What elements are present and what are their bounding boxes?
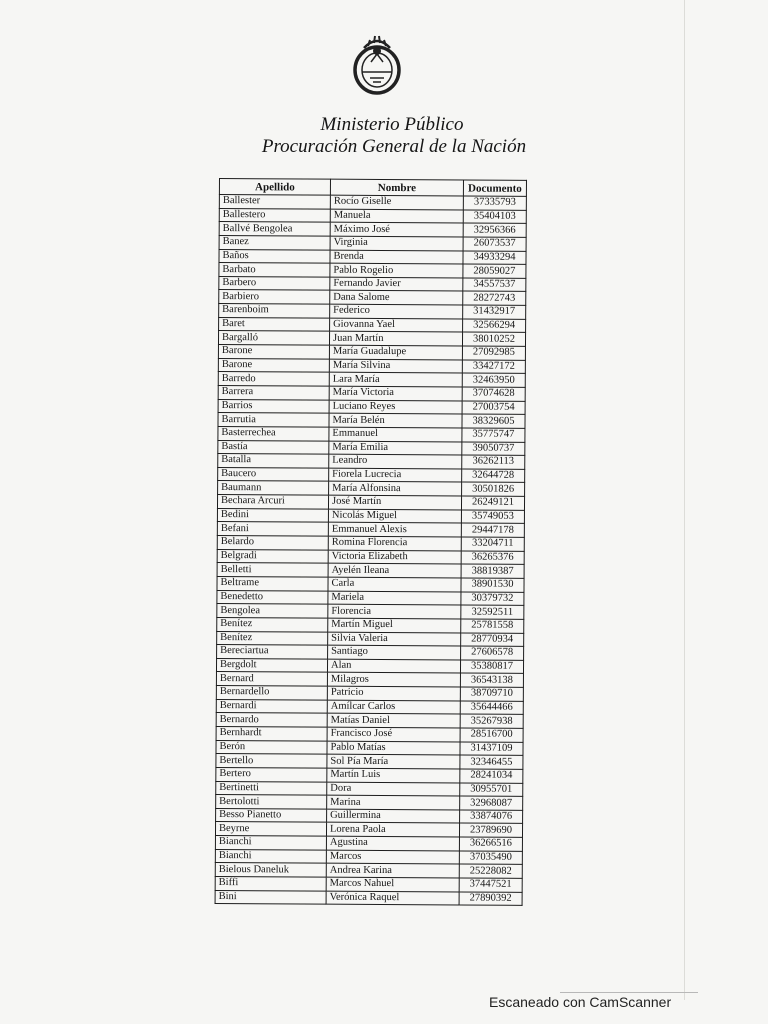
cell-apellido: Bielous Daneluk (215, 863, 326, 877)
cell-documento: 31432917 (463, 305, 526, 319)
cell-documento: 32463950 (462, 373, 525, 387)
cell-apellido: Barredo (218, 372, 329, 386)
cell-apellido: Belardo (217, 536, 328, 550)
cell-documento: 38329605 (462, 414, 525, 428)
cell-documento: 28770934 (461, 632, 524, 646)
cell-nombre: Patricio (327, 686, 460, 700)
cell-documento: 29447178 (461, 523, 524, 537)
cell-apellido: Besso Pianetto (216, 808, 327, 822)
cell-documento: 32956366 (463, 223, 526, 237)
cell-nombre: Romina Florencia (328, 536, 461, 550)
cell-documento: 39050737 (462, 442, 525, 456)
cell-nombre: José Martín (328, 495, 461, 509)
cell-apellido: Bereciartua (217, 645, 328, 659)
footer-rule (560, 992, 698, 993)
cell-nombre: Giovanna Yael (330, 318, 463, 332)
cell-nombre: Agustina (326, 836, 459, 850)
cell-apellido: Ballestero (219, 208, 330, 222)
cell-apellido: Baucero (218, 467, 329, 481)
cell-apellido: Berón (216, 740, 327, 754)
cell-documento: 35775747 (462, 428, 525, 442)
cell-apellido: Ballvé Bengolea (219, 222, 330, 236)
cell-apellido: Belgradi (217, 549, 328, 563)
cell-documento: 37035490 (459, 851, 522, 865)
cell-nombre: Federico (330, 304, 463, 318)
cell-apellido: Benítez (217, 631, 328, 645)
cell-documento: 30955701 (460, 783, 523, 797)
cell-nombre: Alan (327, 659, 460, 673)
cell-documento: 28516700 (460, 728, 523, 742)
cell-apellido: Bertero (216, 767, 327, 781)
cell-apellido: Bianchi (215, 836, 326, 850)
table-row (215, 890, 522, 906)
cell-apellido: Batalla (218, 454, 329, 468)
cell-nombre: Victoria Elizabeth (328, 550, 461, 564)
cell-apellido: Baños (219, 249, 330, 263)
cell-apellido: Baret (219, 317, 330, 331)
cell-documento: 25781558 (461, 619, 524, 633)
cell-documento: 30501826 (462, 482, 525, 496)
cell-documento: 32566294 (463, 319, 526, 333)
cell-apellido: Barone (218, 358, 329, 372)
cell-apellido: Biffi (215, 877, 326, 891)
cell-nombre: María Alfonsina (329, 482, 462, 496)
cell-apellido: Bini (215, 890, 326, 904)
cell-documento: 28272743 (463, 291, 526, 305)
cell-documento: 27003754 (462, 401, 525, 415)
cell-nombre: Pablo Matías (327, 741, 460, 755)
cell-apellido: Beltrame (217, 576, 328, 590)
scanner-watermark: Escaneado con CamScanner (489, 994, 672, 1010)
cell-nombre: Verónica Raquel (326, 891, 459, 905)
cell-nombre: Dana Salome (330, 291, 463, 305)
cell-nombre: Brenda (330, 250, 463, 264)
cell-nombre: Mariela (328, 591, 461, 605)
cell-nombre: María Emilia (329, 441, 462, 455)
column-header-nombre: Nombre (330, 179, 463, 196)
cell-nombre: Emmanuel (329, 427, 462, 441)
cell-documento: 30379732 (461, 592, 524, 606)
cell-nombre: María Belén (329, 413, 462, 427)
cell-documento: 33874076 (460, 810, 523, 824)
cell-nombre: Florencia (328, 604, 461, 618)
cell-nombre: María Silvina (329, 359, 462, 373)
cell-nombre: Guillermina (327, 809, 460, 823)
cell-apellido: Bargalló (218, 331, 329, 345)
cell-nombre: Nicolás Miguel (328, 509, 461, 523)
cell-documento: 35267938 (460, 714, 523, 728)
cell-nombre: Martín Miguel (328, 618, 461, 632)
cell-apellido: Bergdolt (216, 658, 327, 672)
cell-apellido: Barone (218, 345, 329, 359)
cell-nombre: Francisco José (327, 727, 460, 741)
cell-nombre: Rocío Giselle (330, 195, 463, 209)
cell-documento: 23789690 (459, 823, 522, 837)
cell-apellido: Befani (217, 522, 328, 536)
office-title: Procuración General de la Nación (261, 136, 527, 157)
cell-documento: 36262113 (462, 455, 525, 469)
cell-nombre: Luciano Reyes (329, 400, 462, 414)
cell-documento: 33204711 (461, 537, 524, 551)
cell-documento: 37074628 (462, 387, 525, 401)
cell-apellido: Benedetto (217, 590, 328, 604)
cell-documento: 28059027 (463, 264, 526, 278)
cell-apellido: Bernardo (216, 713, 327, 727)
cell-apellido: Bernardi (216, 699, 327, 713)
cell-documento: 31437109 (460, 742, 523, 756)
cell-documento: 27890392 (459, 892, 522, 906)
cell-apellido: Barrera (218, 385, 329, 399)
cell-nombre: Leandro (329, 454, 462, 468)
table-header-row (219, 179, 526, 197)
cell-nombre: Emmanuel Alexis (328, 523, 461, 537)
cell-nombre: Matías Daniel (327, 714, 460, 728)
cell-nombre: Fiorela Lucrecia (329, 468, 462, 482)
cell-documento: 38709710 (460, 687, 523, 701)
cell-nombre: María Guadalupe (329, 345, 462, 359)
cell-apellido: Barbiero (219, 290, 330, 304)
cell-nombre: Silvia Valeria (328, 632, 461, 646)
cell-documento: 32592511 (461, 605, 524, 619)
cell-documento: 36543138 (460, 673, 523, 687)
cell-apellido: Barrutia (218, 413, 329, 427)
cell-documento: 28241034 (460, 769, 523, 783)
cell-nombre: Sol Pía María (327, 754, 460, 768)
cell-nombre: Virginia (330, 236, 463, 250)
cell-apellido: Belletti (217, 563, 328, 577)
national-seal-emblem (350, 32, 404, 96)
cell-documento: 27606578 (461, 646, 524, 660)
cell-documento: 38819387 (461, 564, 524, 578)
cell-nombre: Pablo Rogelio (330, 263, 463, 277)
cell-nombre: Andrea Karina (326, 864, 459, 878)
cell-apellido: Banez (219, 235, 330, 249)
column-header-documento: Documento (463, 180, 526, 196)
cell-nombre: Dora (327, 782, 460, 796)
cell-apellido: Basterrechea (218, 426, 329, 440)
cell-nombre: Amílcar Carlos (327, 700, 460, 714)
cell-nombre: Fernando Javier (330, 277, 463, 291)
cell-apellido: Ballester (219, 195, 330, 209)
cell-documento: 38901530 (461, 578, 524, 592)
cell-apellido: Bianchi (215, 849, 326, 863)
cell-documento: 25228082 (459, 864, 522, 878)
cell-nombre: Manuela (330, 209, 463, 223)
cell-apellido: Bechara Arcuri (217, 495, 328, 509)
cell-documento: 38010252 (462, 332, 525, 346)
cell-nombre: Ayelén Ileana (328, 563, 461, 577)
cell-apellido: Beyrne (215, 822, 326, 836)
cell-apellido: Barbato (219, 263, 330, 277)
cell-nombre: Lara María (329, 373, 462, 387)
names-table (215, 178, 527, 906)
cell-documento: 36266516 (459, 837, 522, 851)
cell-documento: 32968087 (460, 796, 523, 810)
cell-documento: 35644466 (460, 701, 523, 715)
cell-apellido: Bertinetti (216, 781, 327, 795)
cell-nombre: Martín Luis (327, 768, 460, 782)
cell-nombre: Santiago (328, 645, 461, 659)
cell-documento: 35749053 (461, 510, 524, 524)
cell-nombre: Marcos (326, 850, 459, 864)
cell-nombre: Juan Martín (329, 332, 462, 346)
cell-nombre: Milagros (327, 673, 460, 687)
cell-documento: 33427172 (462, 360, 525, 374)
column-header-apellido: Apellido (219, 179, 330, 196)
cell-nombre: Lorena Paola (326, 823, 459, 837)
cell-apellido: Bernhardt (216, 726, 327, 740)
cell-documento: 35404103 (463, 210, 526, 224)
cell-apellido: Bernardello (216, 686, 327, 700)
cell-documento: 34557537 (463, 278, 526, 292)
cell-documento: 34933294 (463, 251, 526, 265)
cell-apellido: Baumann (218, 481, 329, 495)
cell-documento: 32644728 (462, 469, 525, 483)
cell-nombre: Máximo José (330, 222, 463, 236)
cell-documento: 37447521 (459, 878, 522, 892)
cell-apellido: Bedini (217, 508, 328, 522)
cell-documento: 26073537 (463, 237, 526, 251)
cell-nombre: Marina (327, 795, 460, 809)
ministry-title: Ministerio Público (320, 114, 464, 135)
cell-nombre: Marcos Nahuel (326, 877, 459, 891)
cell-apellido: Barenboim (219, 304, 330, 318)
cell-documento: 32346455 (460, 755, 523, 769)
cell-apellido: Bastía (218, 440, 329, 454)
cell-documento: 27092985 (462, 346, 525, 360)
cell-apellido: Bernard (216, 672, 327, 686)
cell-apellido: Bertolotti (216, 795, 327, 809)
cell-apellido: Benítez (217, 617, 328, 631)
cell-apellido: Barrios (218, 399, 329, 413)
cell-apellido: Bertello (216, 754, 327, 768)
cell-apellido: Bengolea (217, 604, 328, 618)
cell-documento: 26249121 (461, 496, 524, 510)
cell-documento: 36265376 (461, 551, 524, 565)
cell-nombre: Carla (328, 577, 461, 591)
cell-apellido: Barbero (219, 276, 330, 290)
cell-documento: 35380817 (460, 660, 523, 674)
cell-documento: 37335793 (463, 196, 526, 210)
cell-nombre: María Victoria (329, 386, 462, 400)
